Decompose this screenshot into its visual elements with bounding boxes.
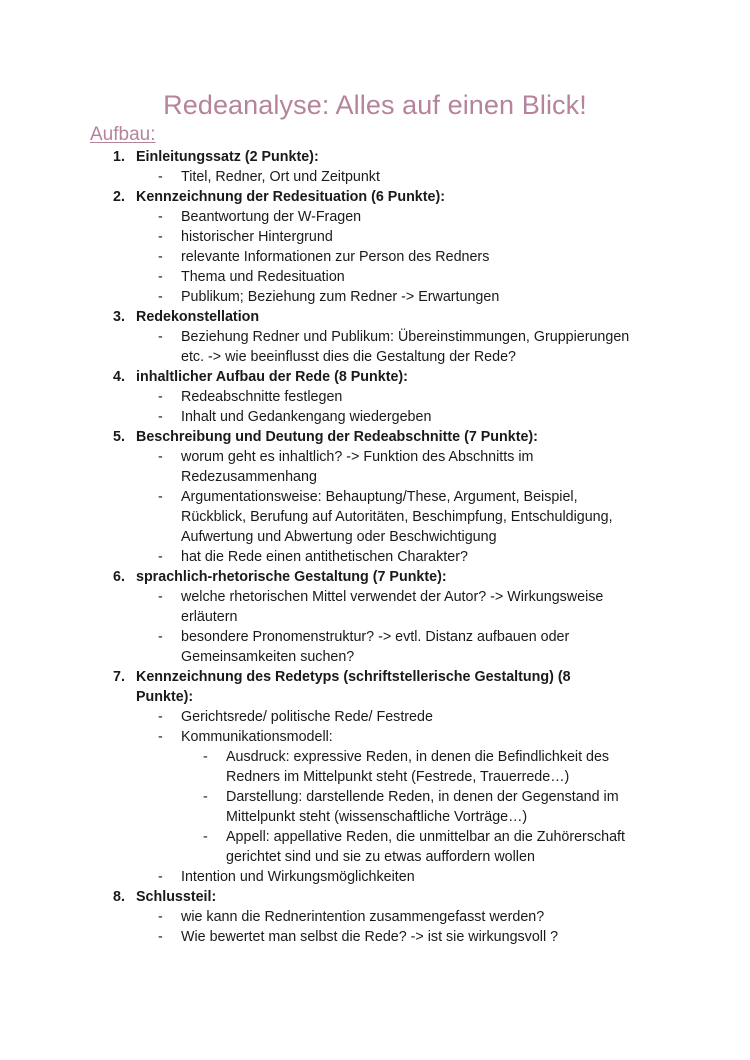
section-number: 5. <box>113 429 125 445</box>
sub-bullet-text-continuation: Redners im Mittelpunkt steht (Festrede, Trauerrede…) <box>226 769 570 785</box>
outline-line <box>0 647 750 667</box>
outline-line <box>0 487 750 507</box>
bullet-dash: - <box>158 269 163 285</box>
outline-line <box>0 147 750 167</box>
bullet-dash: - <box>158 389 163 405</box>
outline-line <box>0 707 750 727</box>
bullet-text: Wie bewertet man selbst die Rede? -> ist sie wirkungsvoll ? <box>181 929 559 945</box>
sub-bullet-text: Ausdruck: expressive Reden, in denen die Befindlichkeit des <box>226 749 610 765</box>
section-heading-text: Kennzeichnung der Redesituation (6 Punkte): <box>136 189 445 205</box>
bullet-dash: - <box>158 249 163 265</box>
bullet-dash: - <box>158 869 163 885</box>
outline-line <box>0 287 750 307</box>
bullet-text: Kommunikationsmodell: <box>181 729 333 745</box>
bullet-text: worum geht es inhaltlich? -> Funktion des Abschnitts im <box>181 449 534 465</box>
sub-bullet-text: Appell: appellative Reden, die unmittelbar an die Zuhörerschaft <box>226 829 625 845</box>
bullet-text: Beziehung Redner und Publikum: Übereinstimmungen, Gruppierungen <box>181 329 630 345</box>
outline-line <box>0 727 750 747</box>
section-number: 7. <box>113 669 125 685</box>
bullet-text: hat die Rede einen antithetischen Charakter? <box>181 549 468 565</box>
outline-line <box>0 587 750 607</box>
outline-line <box>0 667 750 687</box>
bullet-text: Thema und Redesituation <box>181 269 345 285</box>
outline-line <box>0 767 750 787</box>
outline-line <box>0 747 750 767</box>
bullet-text-continuation: Rückblick, Berufung auf Autoritäten, Beschimpfung, Entschuldigung, <box>181 509 613 525</box>
outline-line <box>0 307 750 327</box>
bullet-dash: - <box>158 909 163 925</box>
bullet-dash: - <box>158 549 163 565</box>
bullet-text: Beantwortung der W-Fragen <box>181 209 362 225</box>
bullet-text: Redeabschnitte festlegen <box>181 389 343 405</box>
bullet-text-continuation: erläutern <box>181 609 238 625</box>
outline-line <box>0 547 750 567</box>
outline-line <box>0 327 750 347</box>
bullet-dash: - <box>158 449 163 465</box>
bullet-text: Titel, Redner, Ort und Zeitpunkt <box>181 169 380 185</box>
section-heading-text: Beschreibung und Deutung der Redeabschnitte (7 Punkte): <box>136 429 538 445</box>
bullet-text: besondere Pronomenstruktur? -> evtl. Distanz aufbauen oder <box>181 629 570 645</box>
section-number: 1. <box>113 149 125 165</box>
sub-bullet-text: Darstellung: darstellende Reden, in denen der Gegenstand im <box>226 789 619 805</box>
bullet-text: Gerichtsrede/ politische Rede/ Festrede <box>181 709 433 725</box>
bullet-dash: - <box>158 209 163 225</box>
outline-line <box>0 227 750 247</box>
outline-line <box>0 927 750 947</box>
outline-line <box>0 387 750 407</box>
outline-line <box>0 807 750 827</box>
section-number: 4. <box>113 369 125 385</box>
outline-line <box>0 447 750 467</box>
outline-line <box>0 607 750 627</box>
outline-line <box>0 467 750 487</box>
outline-line <box>0 407 750 427</box>
bullet-dash: - <box>158 169 163 185</box>
sub-bullet-text-continuation: Mittelpunkt steht (wissenschaftliche Vorträge…) <box>226 809 528 825</box>
section-heading-text: Einleitungssatz (2 Punkte): <box>136 149 319 165</box>
outline-line <box>0 907 750 927</box>
section-heading-text: sprachlich-rhetorische Gestaltung (7 Punkte): <box>136 569 447 585</box>
bullet-text: historischer Hintergrund <box>181 229 333 245</box>
bullet-dash: - <box>158 229 163 245</box>
bullet-text: welche rhetorischen Mittel verwendet der Autor? -> Wirkungsweise <box>181 589 604 605</box>
section-heading: Aufbau: <box>90 124 156 145</box>
outline-line <box>0 627 750 647</box>
bullet-dash: - <box>158 709 163 725</box>
section-heading-text: Kennzeichnung des Redetyps (schriftstellerische Gestaltung) (8 <box>136 669 571 685</box>
bullet-dash: - <box>158 629 163 645</box>
section-number: 2. <box>113 189 125 205</box>
bullet-dash: - <box>158 489 163 505</box>
sub-bullet-dash: - <box>203 749 208 765</box>
outline-line <box>0 687 750 707</box>
sub-bullet-dash: - <box>203 789 208 805</box>
bullet-dash: - <box>158 409 163 425</box>
section-number: 6. <box>113 569 125 585</box>
section-heading-text: inhaltlicher Aufbau der Rede (8 Punkte): <box>136 369 408 385</box>
section-number: 3. <box>113 309 125 325</box>
bullet-dash: - <box>158 289 163 305</box>
outline-line <box>0 207 750 227</box>
outline-line <box>0 827 750 847</box>
section-number: 8. <box>113 889 125 905</box>
bullet-dash: - <box>158 929 163 945</box>
outline-line <box>0 567 750 587</box>
section-heading-continuation: Punkte): <box>136 689 194 705</box>
section-heading-text: Schlussteil: <box>136 889 217 905</box>
outline-line <box>0 187 750 207</box>
outline-line <box>0 367 750 387</box>
bullet-text: Argumentationsweise: Behauptung/These, Argument, Beispiel, <box>181 489 578 505</box>
outline-line <box>0 267 750 287</box>
bullet-text-continuation: Aufwertung und Abwertung oder Beschwichtigung <box>181 529 497 545</box>
bullet-dash: - <box>158 589 163 605</box>
bullet-text-continuation: Gemeinsamkeiten suchen? <box>181 649 355 665</box>
outline-line <box>0 167 750 187</box>
outline-line <box>0 527 750 547</box>
bullet-dash: - <box>158 329 163 345</box>
outline-line <box>0 887 750 907</box>
bullet-text: wie kann die Rednerintention zusammengefasst werden? <box>181 909 545 925</box>
sub-bullet-text-continuation: gerichtet sind und sie zu etwas auffordern wollen <box>226 849 535 865</box>
outline-line <box>0 347 750 367</box>
outline-list <box>0 147 750 947</box>
bullet-text: Publikum; Beziehung zum Redner -> Erwartungen <box>181 289 500 305</box>
bullet-text-continuation: Redezusammenhang <box>181 469 317 485</box>
section-heading-text: Redekonstellation <box>136 309 260 325</box>
bullet-text: Intention und Wirkungsmöglichkeiten <box>181 869 415 885</box>
bullet-dash: - <box>158 729 163 745</box>
page-title: Redeanalyse: Alles auf einen Blick! <box>163 90 587 120</box>
outline-line <box>0 507 750 527</box>
bullet-text: Inhalt und Gedankengang wiedergeben <box>181 409 432 425</box>
outline-line <box>0 847 750 867</box>
outline-line <box>0 867 750 887</box>
bullet-text: relevante Informationen zur Person des Redners <box>181 249 490 265</box>
sub-bullet-dash: - <box>203 829 208 845</box>
outline-line <box>0 787 750 807</box>
bullet-text-continuation: etc. -> wie beeinflusst dies die Gestaltung der Rede? <box>181 349 516 365</box>
outline-line <box>0 247 750 267</box>
outline-line <box>0 427 750 447</box>
